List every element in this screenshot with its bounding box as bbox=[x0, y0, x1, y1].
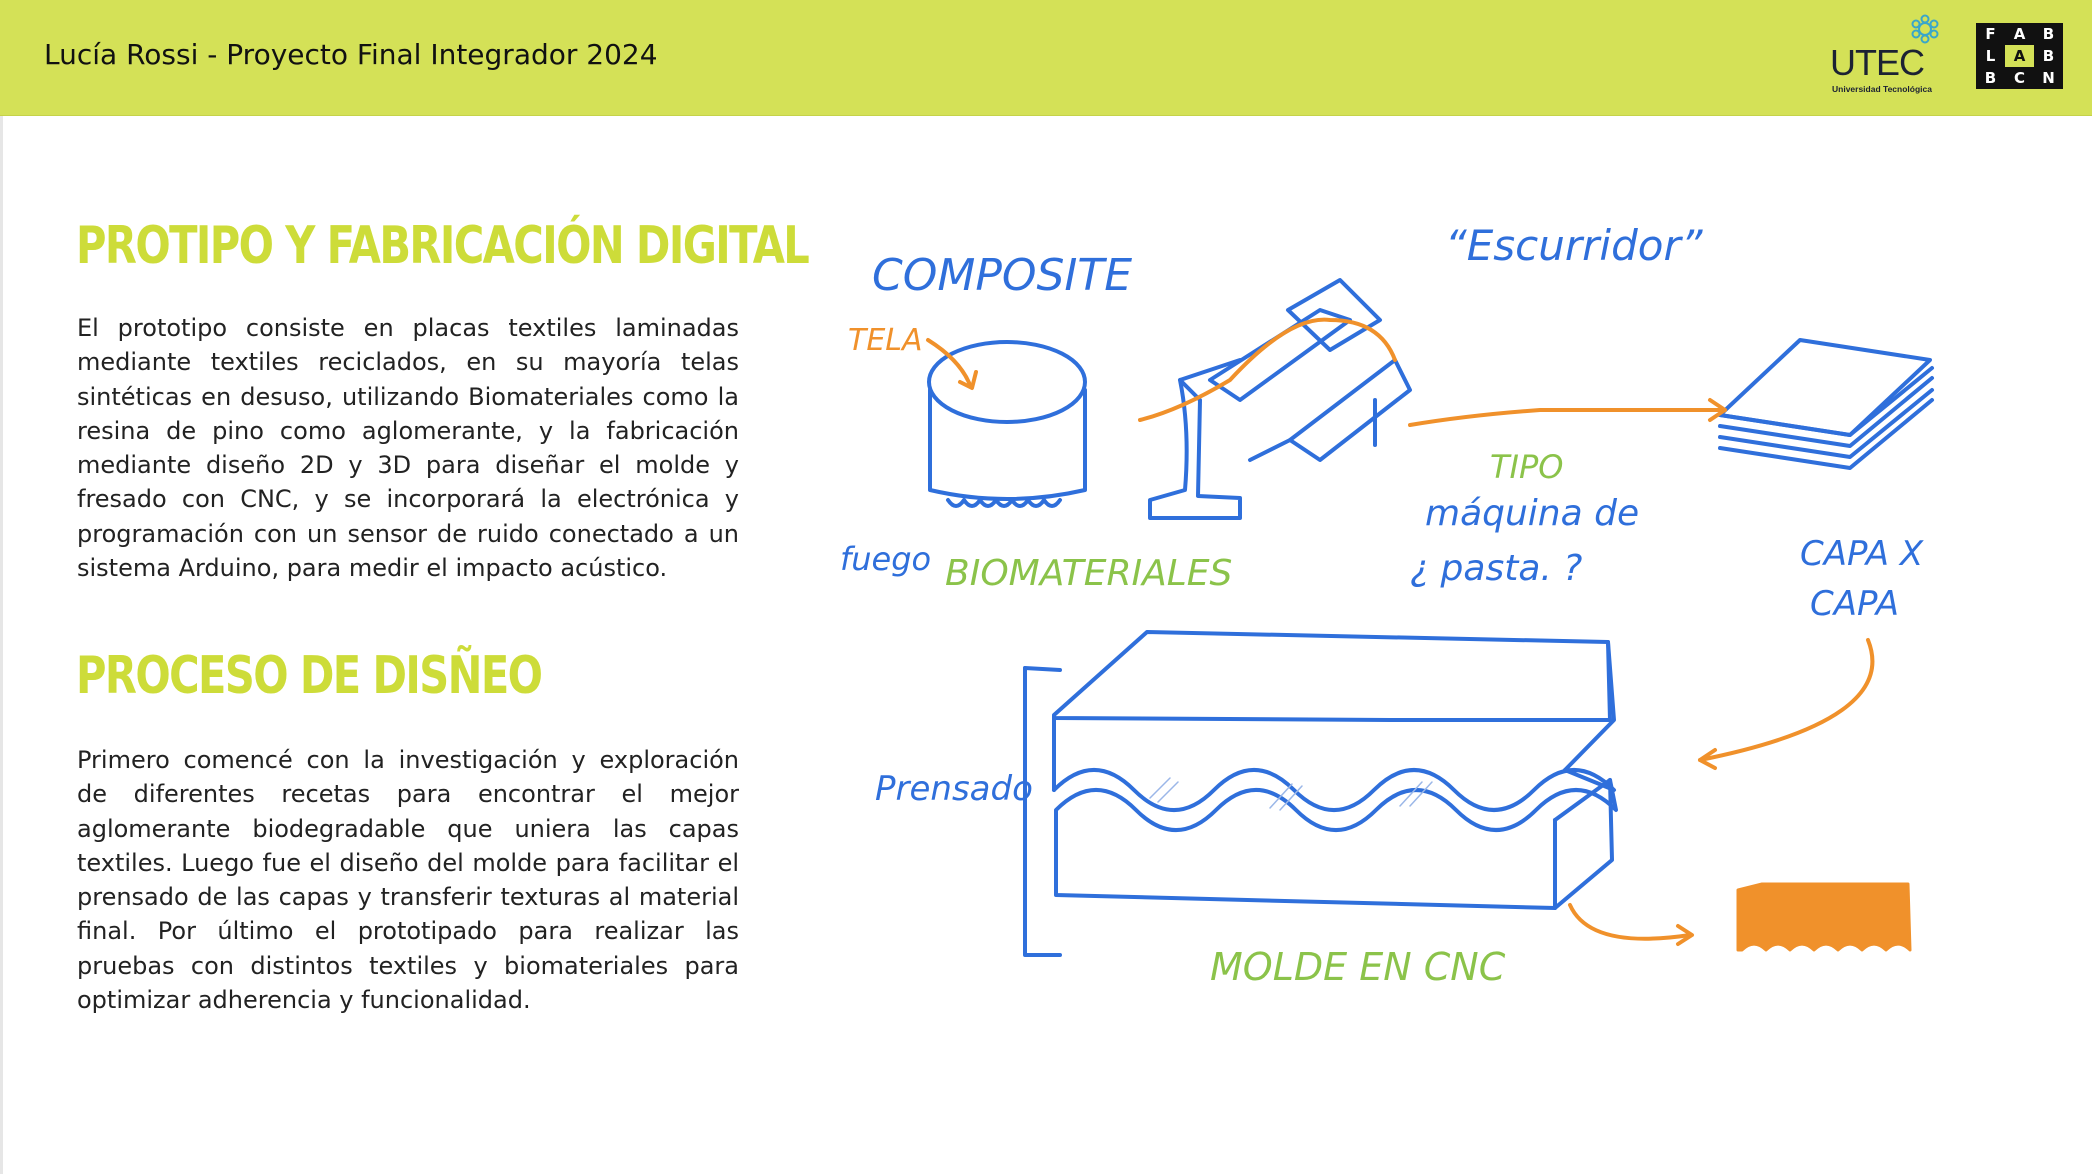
section-body-proceso: Primero comencé con la investigación y exploración de diferentes recetas para encontrar el mejor aglomerante biodegradable que uniera las capas textiles. Luego fue el diseño del molde para facilitar el prensado de las capas y transferir texturas al material final. Por último el prototipado para realizar las pruebas con distintos textiles y biomateriales para optimizar adherencia y funcionalidad. bbox=[77, 746, 739, 1015]
utec-gear-icon bbox=[1910, 14, 1940, 44]
orange-arrows bbox=[928, 320, 1872, 944]
fablab-letter: A bbox=[2005, 23, 2034, 45]
section-body-prototipo: El prototipo consiste en placas textiles laminadas mediante textiles reciclados, en su mayoría telas sintéticas en desuso, utilizando Biomateriales como la resina de pino como aglomerante, y la fabricación mediante diseño 2D y 3D para diseñar el molde y fresado con CNC, y se incorporará la electrónica y programación con un sensor de ruido conectado a un sistema Arduino, para medir el impacto acústico. bbox=[77, 314, 739, 583]
label-maquina: máquina de bbox=[1425, 493, 1640, 534]
fablab-logo bbox=[1976, 23, 2064, 91]
label-tipo: TIPO bbox=[1490, 448, 1564, 486]
fablab-letter: B bbox=[2034, 45, 2063, 67]
cylinder-drawing bbox=[929, 342, 1085, 506]
label-composite: COMPOSITE bbox=[872, 250, 1133, 301]
section-heading-proceso: PROCESO DE DISÑEO bbox=[76, 646, 542, 706]
fablab-letter: N bbox=[2034, 67, 2063, 89]
label-pasta: ¿ pasta. ? bbox=[1410, 548, 1583, 589]
process-sketch bbox=[820, 200, 1960, 1000]
label-capa: CAPA bbox=[1810, 584, 1900, 624]
label-molde-cnc: MOLDE EN CNC bbox=[1210, 945, 1506, 989]
section-heading-prototipo: PROTIPO Y FABRICACIÓN DIGITAL bbox=[76, 216, 809, 276]
textured-sample bbox=[1738, 884, 1910, 950]
utec-wordmark: UTEC bbox=[1830, 42, 1924, 83]
header-title: Lucía Rossi - Proyecto Final Integrador 2024 bbox=[44, 38, 658, 71]
label-biomateriales: BIOMATERIALES bbox=[945, 553, 1233, 594]
label-fuego: fuego bbox=[840, 540, 932, 578]
fablab-letter: L bbox=[1976, 45, 2005, 67]
label-tela: TELA bbox=[848, 323, 923, 358]
cnc-mold-drawing bbox=[1025, 632, 1616, 955]
utec-subtitle: Universidad Tecnológica bbox=[1832, 84, 1932, 94]
fablab-letter: B bbox=[2034, 23, 2063, 45]
page-edge bbox=[0, 0, 3, 1174]
label-prensado: Prensado bbox=[875, 769, 1033, 809]
label-escurridor: “Escurridor” bbox=[1445, 221, 1703, 270]
fablab-letter: C bbox=[2005, 67, 2034, 89]
fablab-letter: B bbox=[1976, 67, 2005, 89]
escurridor-drawing bbox=[1150, 280, 1410, 518]
utec-logo bbox=[1824, 12, 1944, 97]
header-bar bbox=[0, 0, 2092, 116]
label-capa-x: CAPA X bbox=[1800, 534, 1924, 574]
fablab-letter: A bbox=[2013, 47, 2026, 65]
fablab-letter: F bbox=[1976, 23, 2005, 45]
